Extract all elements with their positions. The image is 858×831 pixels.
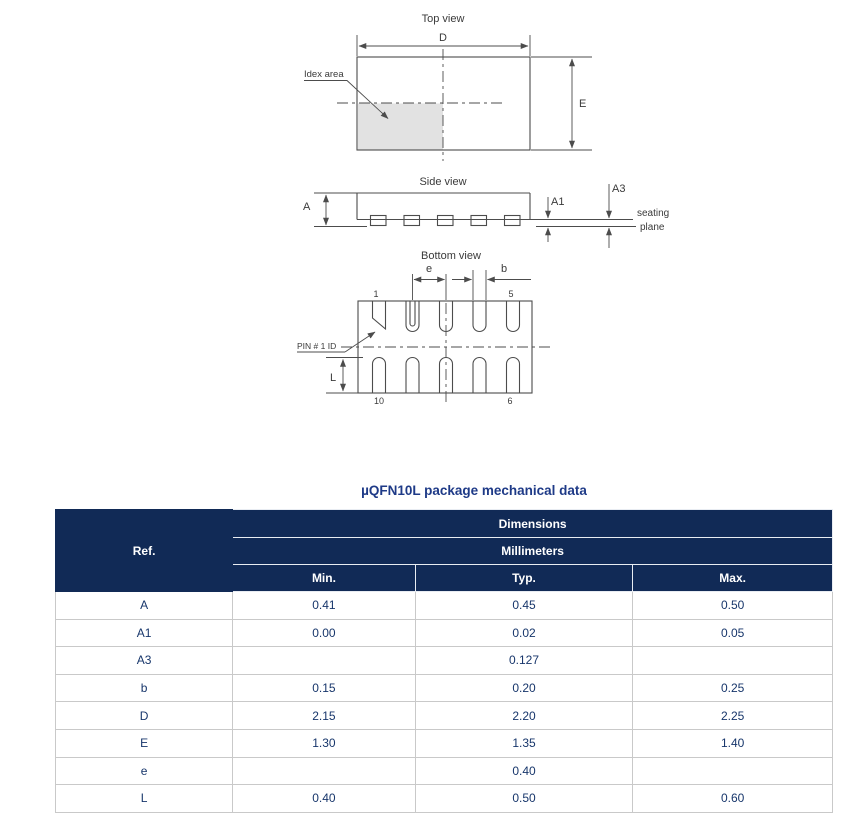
table-row [56,619,833,647]
cell-max: 0.25 [633,674,833,702]
table-row [56,729,833,757]
bottom-view [297,250,551,406]
table-row [56,674,833,702]
pin1-slot-chamfered [373,301,386,329]
pin2-slot [406,301,419,332]
pin10-slot [373,358,386,393]
pin2-inner-contact [410,301,415,326]
cell-max: 0.05 [633,619,833,647]
cell-typ: 0.02 [415,619,633,647]
cell-max [633,647,833,675]
cell-ref: b [56,674,233,702]
dim-a3-label: A3 [612,183,626,195]
table-row [56,647,833,675]
cell-ref: A3 [56,647,233,675]
header-typ: Typ. [415,565,633,592]
top-view [304,13,592,161]
cell-max: 2.25 [633,702,833,730]
cell-ref: D [56,702,233,730]
mechanical-data-table [55,509,833,813]
pin-number-5: 5 [508,289,514,299]
dim-l-label: L [330,372,337,384]
table-row [56,785,833,813]
header-dimensions: Dimensions [233,510,833,538]
header-ref: Ref. [56,510,233,592]
cell-min [233,757,416,785]
dim-b-label: b [500,263,508,275]
cell-ref: A1 [56,619,233,647]
table-title: µQFN10L package mechanical data [361,483,587,498]
cell-typ: 0.50 [415,785,633,813]
dim-e-pitch-label: e [425,263,433,275]
lead-pad [404,216,420,226]
index-area-label: Idex area [304,69,344,80]
cell-ref: e [56,757,233,785]
table-row [56,757,833,785]
pin-number-1: 1 [373,289,379,299]
cell-typ: 0.45 [415,592,633,620]
pin7-slot [473,358,486,393]
cell-min: 0.40 [233,785,416,813]
cell-max: 0.50 [633,592,833,620]
cell-min [233,647,416,675]
lead-pad [471,216,487,226]
top-view-title: Top view [421,13,465,25]
pin4-slot [473,301,486,332]
lead-pad [371,216,387,226]
side-view [303,176,669,248]
seating-plane-label-line1: seating [637,208,670,219]
cell-min: 1.30 [233,729,416,757]
dim-e-label: E [579,98,587,110]
mechanical-data-section [55,483,833,813]
cell-max: 0.60 [633,785,833,813]
index-area-shading [358,104,443,150]
header-millimeters: Millimeters [233,538,833,565]
cell-min: 0.00 [233,619,416,647]
cell-ref: L [56,785,233,813]
table-row [56,702,833,730]
pin-number-6: 6 [507,396,513,406]
cell-min: 0.41 [233,592,416,620]
cell-min: 2.15 [233,702,416,730]
cell-min: 0.15 [233,674,416,702]
pin1-id-label: PIN # 1 ID [297,341,337,351]
cell-ref: E [56,729,233,757]
pin-number-10: 10 [373,396,385,406]
header-min: Min. [233,565,416,592]
seating-plane-label-line2: plane [640,222,665,233]
table-row [56,592,833,620]
pin9-slot [406,358,419,393]
lead-pad [438,216,454,226]
header-max: Max. [633,565,833,592]
cell-max: 1.40 [633,729,833,757]
cell-ref: A [56,592,233,620]
side-view-title: Side view [419,176,467,188]
pin5-slot [507,301,520,332]
bottom-view-title: Bottom view [421,250,481,262]
pin6-slot [507,358,520,393]
cell-max [633,757,833,785]
lead-pad [505,216,521,226]
cell-typ: 0.20 [415,674,633,702]
cell-typ: 2.20 [415,702,633,730]
cell-typ: 0.127 [415,647,633,675]
side-view-leads [371,216,521,226]
cell-typ: 0.40 [415,757,633,785]
cell-typ: 1.35 [415,729,633,757]
dim-d-label: D [439,32,447,44]
dim-a-label: A [303,201,311,213]
dim-a1-label: A1 [551,196,565,208]
pin1-id-leader-arrow [345,332,375,352]
